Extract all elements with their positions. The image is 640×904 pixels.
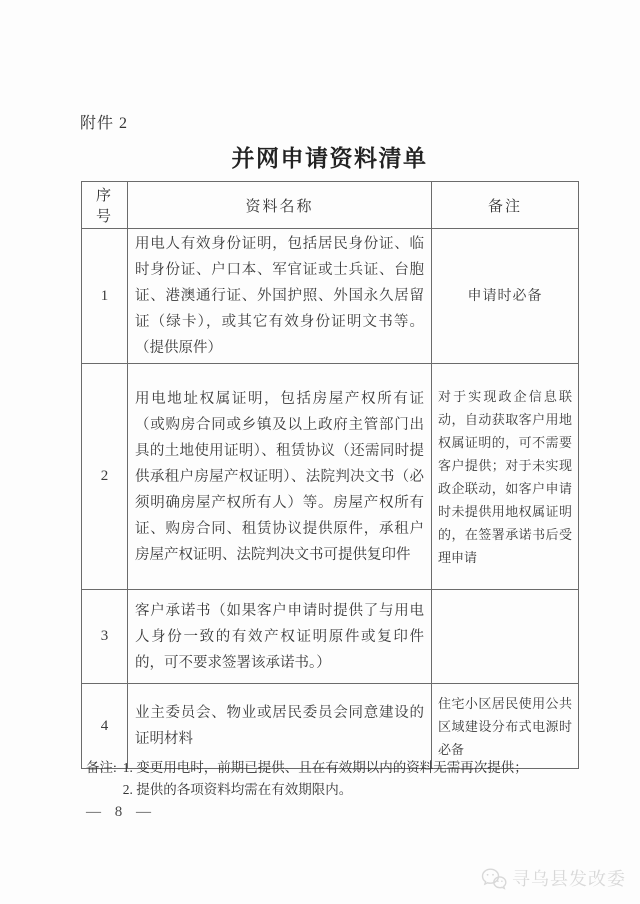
materials-table [81, 181, 579, 769]
watermark-text: 寻乌县发改委 [512, 869, 626, 889]
page-number: — 8 — [86, 804, 156, 820]
row-number: 3 [82, 590, 128, 684]
material-remark: 住宅小区居民使用公共区域建设分布式电源时必备 [432, 684, 579, 769]
note-item: 2. 提供的各项资料均需在有效期限内。 [122, 781, 353, 797]
material-name: 用电地址权属证明，包括房屋产权所有证（或购房合同或乡镇及以上政府主管部门出具的土地使用证明）、租赁协议（还需同时提供承租户房屋产权证明）、法院判决文书（必须明确房屋产权所有人）等。房屋产权所有证、购房合同、租赁协议提供原件，承租户房屋产权证明、法院判决文书可提供复印件 [128, 364, 432, 590]
table-header-row [82, 182, 579, 229]
material-remark: 申请时必备 [432, 229, 579, 364]
material-name: 业主委员会、物业或居民委员会同意建设的证明材料 [128, 684, 432, 769]
column-header-name: 资料名称 [128, 182, 432, 229]
notes-items [123, 757, 528, 800]
column-header-remark: 备注 [432, 182, 579, 229]
material-remark: 对于实现政企信息联动，自动获取客户用地权属证明的，可不需要客户提供；对于未实现政企联动，如客户申请时未提供用地权属证明的，在签署承诺书后受理申请 [432, 364, 579, 590]
column-header-no: 序号 [82, 182, 128, 229]
row-number: 4 [82, 684, 128, 769]
row-number: 2 [82, 364, 128, 590]
table-row [82, 684, 579, 769]
table-row [82, 364, 579, 590]
notes-block [86, 757, 528, 800]
note-item: 1. 变更用电时，前期已提供、且在有效期以内的资料无需再次提供； [122, 760, 528, 775]
table-row [82, 229, 579, 364]
notes-label: 备注: [86, 760, 117, 775]
page-title: 并网申请资料清单 [231, 146, 428, 171]
watermark [480, 865, 626, 891]
material-name: 客户承诺书（如果客户申请时提供了与用电人身份一致的有效产权证明原件或复印件的，可不要求签署该承诺书。） [128, 590, 432, 684]
table-row [82, 590, 579, 684]
material-remark [432, 590, 579, 684]
material-name: 用电人有效身份证明，包括居民身份证、临时身份证、户口本、军官证或士兵证、台胞证、港澳通行证、外国护照、外国永久居留证（绿卡），或其它有效身份证明文书等。（提供原件） [128, 229, 432, 364]
row-number: 1 [82, 229, 128, 364]
wechat-icon [480, 867, 507, 890]
attachment-label: 附件 2 [80, 115, 129, 132]
